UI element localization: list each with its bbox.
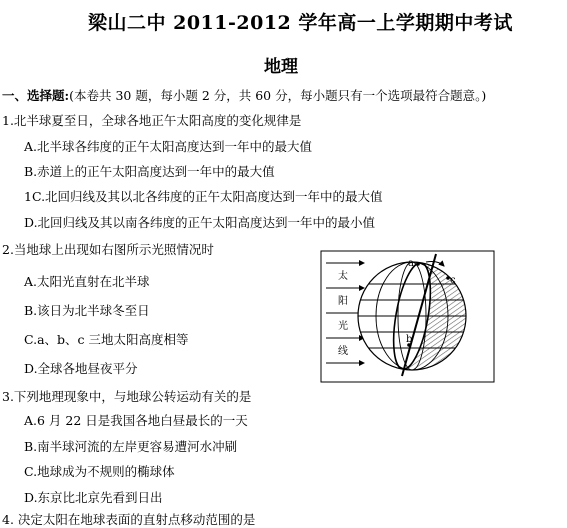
earth-illumination-figure	[320, 250, 495, 383]
question-1-option-c: 1C.北回归线及其以北各纬度的正午太阳高度达到一年中的最大值	[24, 189, 383, 204]
question-3-option-d: D.东京比北京先看到日出	[24, 490, 163, 505]
sun-label-1: 太	[338, 271, 348, 282]
question-2-option-c: C.a、b、c 三地太阳高度相等	[24, 332, 189, 347]
question-2-option-b: B.该日为北半球冬至日	[24, 303, 150, 318]
question-1-option-d: D.北回归线及其以南各纬度的正午太阳高度达到一年中的最小值	[24, 215, 376, 230]
section-label: 一、选择题:	[2, 88, 70, 103]
section-heading	[2, 86, 486, 104]
question-2-stem: 2.当地球上出现如右图所示光照情况时	[2, 242, 214, 257]
question-2-option-a: A.太阳光直射在北半球	[24, 274, 150, 289]
point-a	[416, 262, 420, 266]
sun-label-2: 阳	[338, 296, 348, 307]
question-3-option-c: C.地球成为不规则的椭球体	[24, 464, 175, 479]
question-1-option-b: B.赤道上的正午太阳高度达到一年中的最大值	[24, 164, 275, 179]
point-b-label: b	[406, 334, 413, 345]
point-a-label: a	[408, 258, 414, 269]
point-c-label: c	[450, 275, 456, 286]
question-3-stem: 3.下列地理现象中，与地球公转运动有关的是	[2, 389, 252, 404]
earth-illumination-diagram	[320, 250, 495, 383]
sun-label-4: 线	[338, 346, 348, 357]
question-1-stem: 1.北半球夏至日，全球各地正午太阳高度的变化规律是	[2, 113, 302, 128]
sun-label-3: 光	[338, 321, 348, 332]
question-3-option-a: A.6 月 22 日是我国各地白昼最长的一天	[24, 413, 248, 428]
exam-title: 梁山二中 2011-2012 学年高一上学期期中考试	[88, 12, 513, 34]
subject-title: 地理	[264, 57, 298, 77]
question-4-stem: 4. 决定太阳在地球表面的直射点移动范围的是	[2, 512, 256, 527]
section-note: (本卷共 30 题，每小题 2 分，共 60 分，每小题只有一个选项最符合题意。)	[69, 88, 487, 103]
question-2-option-d: D.全球各地昼夜平分	[24, 361, 138, 376]
question-3-option-b: B.南半球河流的左岸更容易遭河水冲刷	[24, 439, 238, 454]
question-1-option-a: A.北半球各纬度的正午太阳高度达到一年中的最大值	[24, 139, 313, 154]
